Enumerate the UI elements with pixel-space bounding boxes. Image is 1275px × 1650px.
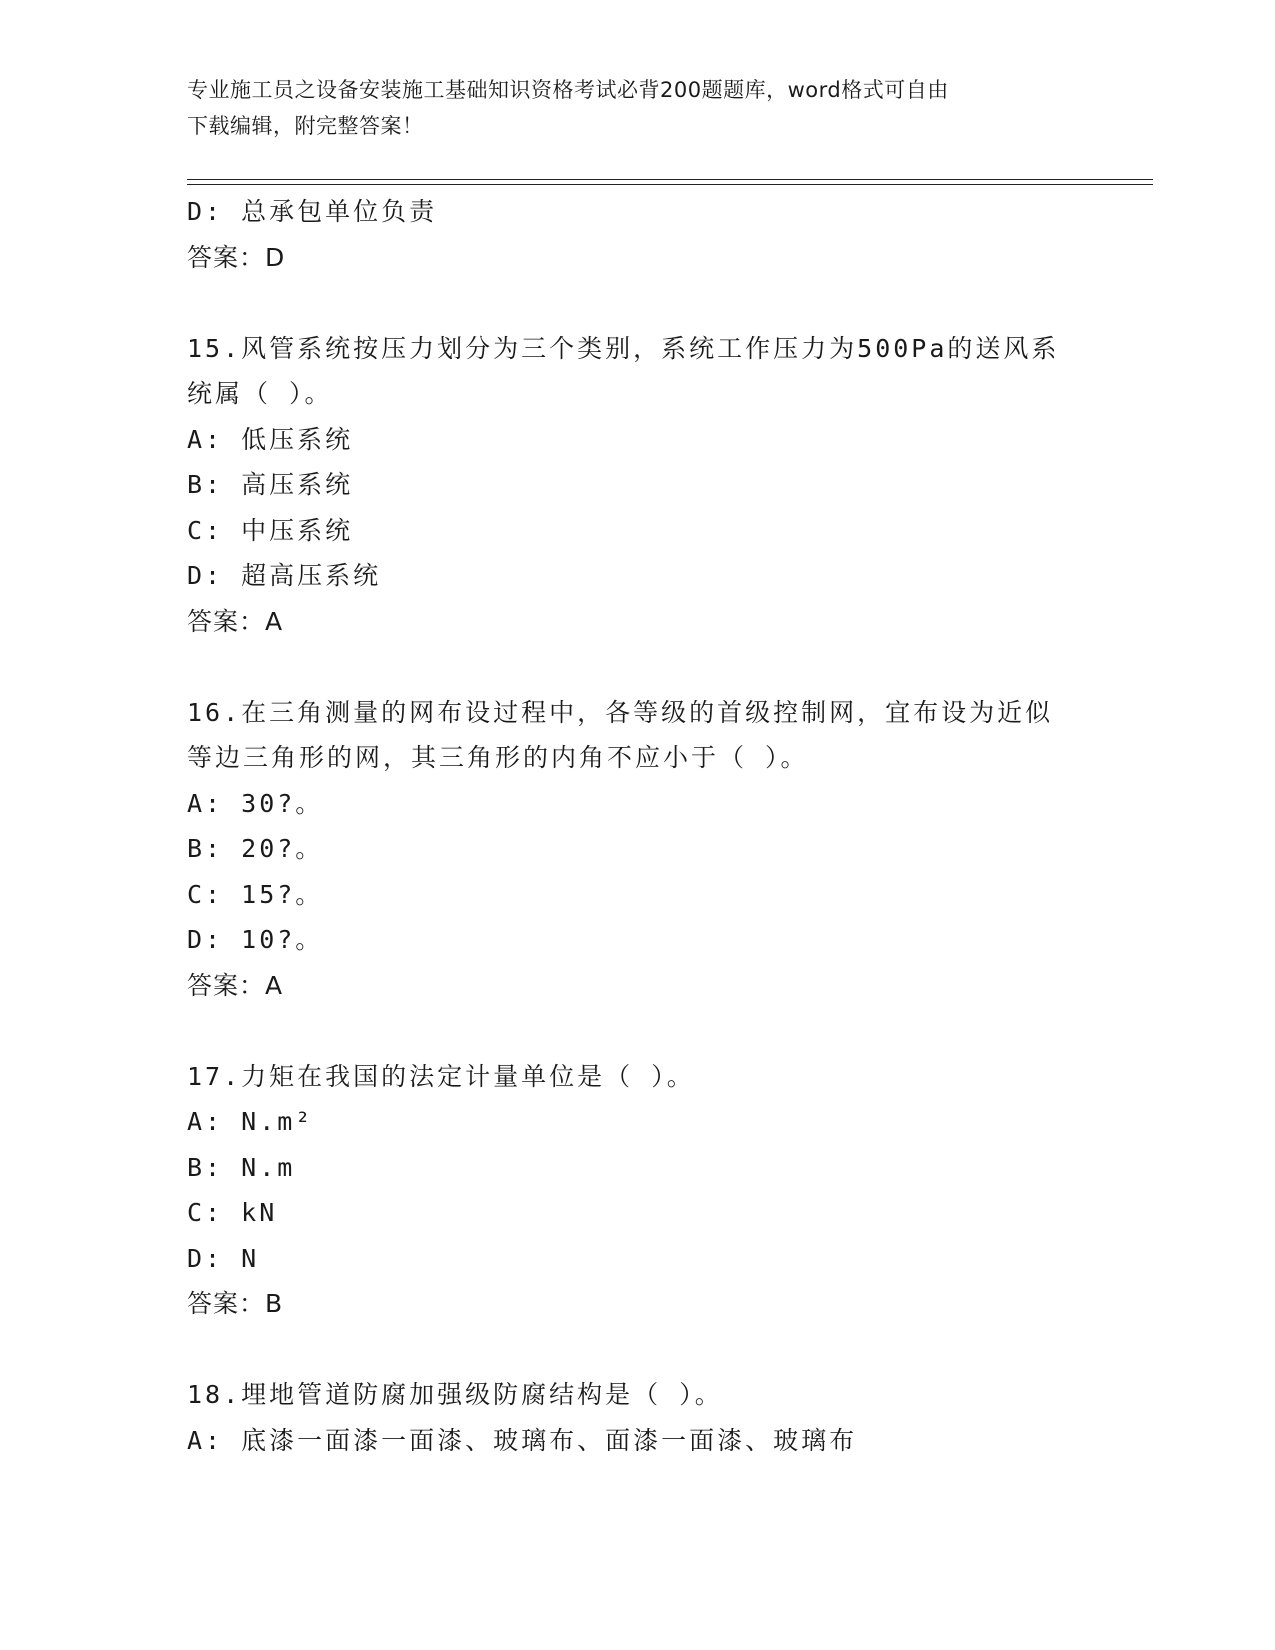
question-block-16 bbox=[187, 690, 1087, 1009]
spacer bbox=[187, 1008, 1087, 1054]
option-d: D: 总承包单位负责 bbox=[187, 197, 438, 226]
spacer bbox=[187, 1327, 1087, 1373]
question-text-continued: 统属（ ）。 bbox=[187, 379, 333, 408]
question-block-18 bbox=[187, 1372, 1087, 1463]
question-list bbox=[187, 189, 1087, 1463]
option-a: A: 低压系统 bbox=[187, 424, 354, 454]
option-a: A: N.m² bbox=[187, 1107, 314, 1136]
question-text: 16.在三角测量的网布设过程中，各等级的首级控制网，宜布设为近似 bbox=[187, 697, 1054, 727]
question-text-continued: 等边三角形的网，其三角形的内角不应小于（ ）。 bbox=[187, 743, 809, 772]
answer-line: 答案：A bbox=[187, 606, 284, 636]
question-text: 17.力矩在我国的法定计量单位是（ ）。 bbox=[187, 1061, 695, 1091]
answer-line: 答案：A bbox=[187, 970, 284, 1000]
question-block-17 bbox=[187, 1054, 1087, 1327]
question-block-15 bbox=[187, 326, 1087, 645]
option-d: D: N bbox=[187, 1243, 260, 1273]
question-text: 18.埋地管道防腐加强级防腐结构是（ ）。 bbox=[187, 1380, 723, 1409]
header-line-2: 下载编辑，附完整答案！ bbox=[187, 114, 424, 138]
option-c: C: 中压系统 bbox=[187, 515, 354, 545]
option-b: B: N.m bbox=[187, 1152, 296, 1182]
option-d: D: 超高压系统 bbox=[187, 561, 382, 590]
spacer bbox=[187, 280, 1087, 326]
answer-line: 答案：D bbox=[187, 242, 286, 272]
document-header bbox=[187, 72, 1067, 144]
question-block-prev bbox=[187, 189, 1087, 280]
header-divider-thick bbox=[187, 179, 1153, 180]
header-line-1: 专业施工员之设备安装施工基础知识资格考试必背200题题库，word格式可自由 bbox=[187, 78, 949, 102]
answer-line: 答案：B bbox=[187, 1289, 284, 1318]
option-a: A: 底漆一面漆一面漆、玻璃布、面漆一面漆、玻璃布 bbox=[187, 1425, 858, 1455]
option-c: C: kN bbox=[187, 1198, 278, 1227]
option-c: C: 15?。 bbox=[187, 879, 324, 909]
option-d: D: 10?。 bbox=[187, 925, 324, 954]
header-divider-thin bbox=[187, 184, 1153, 185]
spacer bbox=[187, 644, 1087, 690]
option-b: B: 20?。 bbox=[187, 834, 324, 863]
option-b: B: 高压系统 bbox=[187, 470, 354, 499]
question-text: 15.风管系统按压力划分为三个类别，系统工作压力为500Pa的送风系 bbox=[187, 333, 1060, 363]
option-a: A: 30?。 bbox=[187, 788, 324, 818]
